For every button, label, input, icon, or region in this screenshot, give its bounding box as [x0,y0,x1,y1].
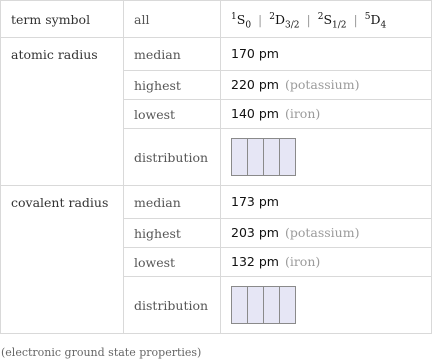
distribution-cell [221,129,432,186]
term-symbol-2: $^2D_{3/2}$ [269,11,300,30]
distribution-histogram [231,286,296,324]
row-label: median [124,38,221,71]
property-atomic-radius: atomic radius [1,38,124,186]
row-value: 132 pm [231,254,279,269]
row-label: highest [124,71,221,100]
row-value-cell [221,248,432,277]
term-symbol-3: $^2S_{1/2}$ [317,11,347,30]
row-value-cell [221,186,432,219]
row-value: 173 pm [231,194,279,209]
footer-caption: (electronic ground state properties) [1,346,202,359]
histogram-bin [280,139,295,175]
histogram-bin [280,287,295,323]
separator: | [306,11,311,27]
table-row [1,38,432,71]
row-value-cell [221,219,432,248]
table-row [1,186,432,219]
histogram-bin [248,287,264,323]
distribution-histogram [231,138,296,176]
histogram-bin [264,287,280,323]
histogram-bin [248,139,264,175]
property-covalent-radius: covalent radius [1,186,124,334]
header-term-symbol: term symbol [1,1,124,38]
histogram-bin [232,139,248,175]
row-label: distribution [124,277,221,334]
row-note: (iron) [284,254,321,269]
term-symbols [221,1,432,38]
row-value: 203 pm [231,225,279,240]
row-label: median [124,186,221,219]
row-value: 170 pm [231,46,279,61]
distribution-cell [221,277,432,334]
histogram-bin [232,287,248,323]
header-all: all [124,1,221,38]
row-value-cell [221,100,432,129]
separator: | [353,11,358,27]
row-value: 140 pm [231,106,279,121]
row-label: highest [124,219,221,248]
row-value-cell [221,71,432,100]
histogram-bin [264,139,280,175]
row-value: 220 pm [231,77,279,92]
row-label: lowest [124,100,221,129]
row-value-cell [221,38,432,71]
term-symbol-1: $^1S_0$ [231,11,252,30]
separator: | [258,11,263,27]
row-label: distribution [124,129,221,186]
row-label: lowest [124,248,221,277]
row-note: (potassium) [284,77,360,92]
header-row [1,1,432,38]
row-note: (potassium) [284,225,360,240]
row-note: (iron) [284,106,321,121]
term-symbol-4: $^5D_4$ [364,11,387,30]
